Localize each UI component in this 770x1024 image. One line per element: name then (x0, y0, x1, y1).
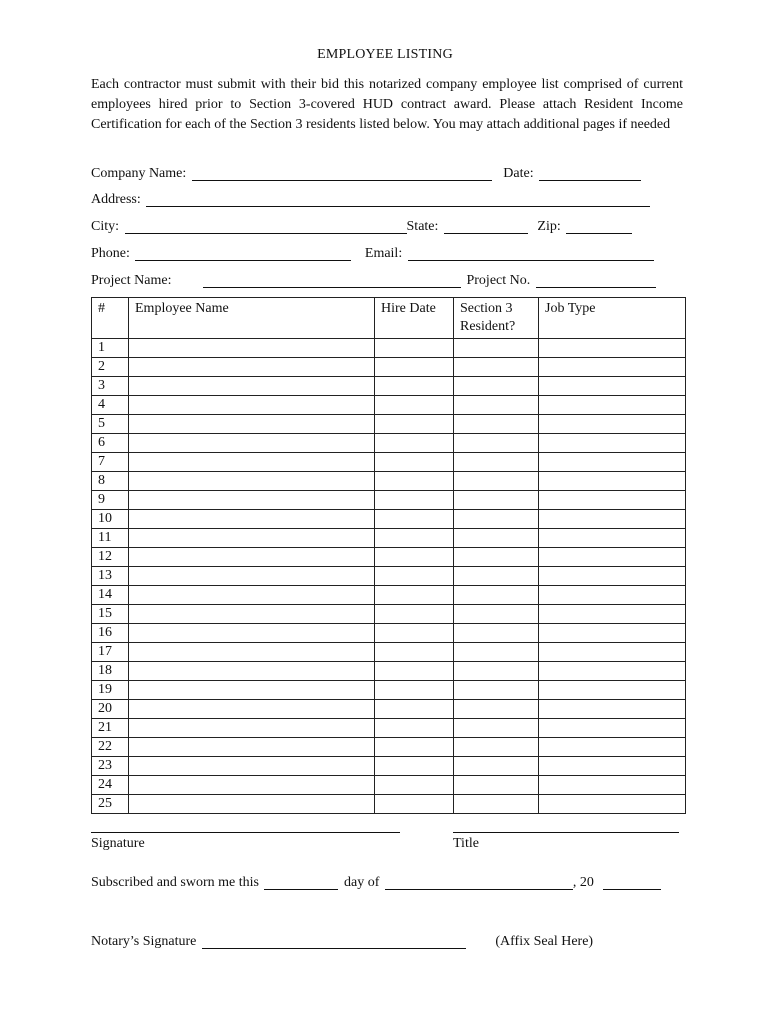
month-field[interactable] (385, 875, 573, 890)
table-row (92, 510, 686, 529)
job-type-cell[interactable] (539, 624, 686, 643)
employee-name-cell[interactable] (129, 548, 375, 567)
row-number: 7 (92, 453, 129, 472)
date-label: Date: (503, 166, 534, 181)
table-row (92, 339, 686, 358)
phone-field[interactable] (135, 246, 351, 261)
project-name-field[interactable] (203, 273, 461, 288)
table-row (92, 681, 686, 700)
city-row (91, 217, 634, 237)
employee-name-cell[interactable] (129, 757, 375, 776)
employee-name-cell[interactable] (129, 776, 375, 795)
section3-resident-cell[interactable] (454, 529, 539, 548)
year-prefix-label: , 20 (572, 875, 594, 890)
affix-seal-label: (Affix Seal Here) (495, 934, 594, 949)
section3-resident-cell[interactable] (454, 415, 539, 434)
table-row (92, 795, 686, 814)
job-type-cell[interactable] (539, 757, 686, 776)
table-header-row (92, 298, 686, 339)
hire-date-cell[interactable] (375, 795, 454, 814)
phone-row (91, 244, 656, 264)
hire-date-cell[interactable] (375, 415, 454, 434)
table-row (92, 719, 686, 738)
state-label: State: (406, 219, 439, 234)
row-number: 25 (92, 795, 129, 814)
row-number: 22 (92, 738, 129, 757)
signature-label: Signature (91, 836, 145, 851)
job-type-cell[interactable] (539, 605, 686, 624)
job-type-cell[interactable] (539, 795, 686, 814)
job-type-cell[interactable] (539, 548, 686, 567)
section3-resident-cell[interactable] (454, 662, 539, 681)
company-row (91, 164, 643, 184)
row-number: 19 (92, 681, 129, 700)
section3-resident-cell[interactable] (454, 586, 539, 605)
instructions-paragraph: Each contractor must submit with their bid this notarized company employee list comprised of current employees hired prior to Section 3-covered HUD contract award. Please attach Resident Income Certification for each of the Section 3 residents listed below. You may attach additional pages if needed (91, 77, 683, 132)
header-hire-date: Hire Date (375, 298, 454, 339)
job-type-cell[interactable] (539, 567, 686, 586)
employee-name-cell[interactable] (129, 339, 375, 358)
hire-date-cell[interactable] (375, 548, 454, 567)
employee-name-cell[interactable] (129, 624, 375, 643)
project-no-field[interactable] (536, 273, 656, 288)
table-row (92, 529, 686, 548)
employee-name-cell[interactable] (129, 586, 375, 605)
row-number: 8 (92, 472, 129, 491)
page-title: EMPLOYEE LISTING (317, 47, 453, 62)
table-row (92, 415, 686, 434)
zip-field[interactable] (566, 219, 632, 234)
hire-date-cell[interactable] (375, 339, 454, 358)
job-type-cell[interactable] (539, 700, 686, 719)
employee-name-cell[interactable] (129, 377, 375, 396)
header-job-type: Job Type (539, 298, 686, 339)
row-number: 21 (92, 719, 129, 738)
company-name-label: Company Name: (91, 166, 187, 181)
job-type-cell[interactable] (539, 377, 686, 396)
table-row (92, 776, 686, 795)
section3-resident-cell[interactable] (454, 358, 539, 377)
employee-name-cell[interactable] (129, 643, 375, 662)
row-number: 5 (92, 415, 129, 434)
job-type-cell[interactable] (539, 396, 686, 415)
notary-signature-field[interactable] (202, 934, 466, 949)
section3-resident-cell[interactable] (454, 700, 539, 719)
row-number: 6 (92, 434, 129, 453)
table-row (92, 567, 686, 586)
row-number: 2 (92, 358, 129, 377)
job-type-cell[interactable] (539, 738, 686, 757)
table-row (92, 738, 686, 757)
job-type-cell[interactable] (539, 643, 686, 662)
section3-resident-cell[interactable] (454, 548, 539, 567)
employee-name-cell[interactable] (129, 434, 375, 453)
hire-date-cell[interactable] (375, 757, 454, 776)
section3-resident-cell[interactable] (454, 624, 539, 643)
email-field[interactable] (408, 246, 654, 261)
job-type-cell[interactable] (539, 681, 686, 700)
section3-resident-cell[interactable] (454, 377, 539, 396)
subscribed-label: Subscribed and sworn me this (91, 875, 259, 890)
zip-label: Zip: (537, 219, 561, 234)
row-number: 1 (92, 339, 129, 358)
employee-name-cell[interactable] (129, 567, 375, 586)
hire-date-cell[interactable] (375, 453, 454, 472)
hire-date-cell[interactable] (375, 738, 454, 757)
project-name-label: Project Name: (91, 273, 172, 288)
hire-date-cell[interactable] (375, 472, 454, 491)
hire-date-cell[interactable] (375, 358, 454, 377)
job-type-cell[interactable] (539, 339, 686, 358)
employee-name-cell[interactable] (129, 358, 375, 377)
section3-resident-cell[interactable] (454, 719, 539, 738)
address-row (91, 190, 652, 210)
phone-label: Phone: (91, 246, 130, 261)
job-type-cell[interactable] (539, 719, 686, 738)
company-name-field[interactable] (192, 166, 492, 181)
hire-date-cell[interactable] (375, 700, 454, 719)
job-type-cell[interactable] (539, 434, 686, 453)
table-row (92, 472, 686, 491)
employee-table (91, 297, 686, 814)
employee-name-cell[interactable] (129, 529, 375, 548)
project-no-label: Project No. (466, 273, 531, 288)
row-number: 3 (92, 377, 129, 396)
row-number: 17 (92, 643, 129, 662)
table-body (92, 339, 686, 814)
section3-resident-cell[interactable] (454, 757, 539, 776)
hire-date-cell[interactable] (375, 719, 454, 738)
job-type-cell[interactable] (539, 586, 686, 605)
hire-date-cell[interactable] (375, 491, 454, 510)
day-of-label: day of (343, 875, 380, 890)
employee-name-cell[interactable] (129, 738, 375, 757)
section3-resident-cell[interactable] (454, 396, 539, 415)
employee-name-cell[interactable] (129, 719, 375, 738)
table-row (92, 662, 686, 681)
header-section3-resident: Section 3 Resident? (454, 298, 539, 339)
hire-date-cell[interactable] (375, 643, 454, 662)
hire-date-cell[interactable] (375, 567, 454, 586)
sworn-row (91, 873, 663, 893)
hire-date-cell[interactable] (375, 605, 454, 624)
table-row (92, 605, 686, 624)
employee-name-cell[interactable] (129, 700, 375, 719)
section3-resident-cell[interactable] (454, 453, 539, 472)
section3-resident-cell[interactable] (454, 510, 539, 529)
section3-resident-cell[interactable] (454, 681, 539, 700)
job-type-cell[interactable] (539, 453, 686, 472)
hire-date-cell[interactable] (375, 510, 454, 529)
employee-name-cell[interactable] (129, 795, 375, 814)
signature-line[interactable] (91, 832, 400, 833)
row-number: 4 (92, 396, 129, 415)
employee-name-cell[interactable] (129, 491, 375, 510)
day-field[interactable] (264, 875, 338, 890)
notary-signature-label: Notary’s Signature (91, 934, 197, 949)
section3-resident-cell[interactable] (454, 776, 539, 795)
city-field[interactable] (125, 219, 407, 234)
job-type-cell[interactable] (539, 358, 686, 377)
job-type-cell[interactable] (539, 491, 686, 510)
row-number: 20 (92, 700, 129, 719)
row-number: 9 (92, 491, 129, 510)
employee-name-cell[interactable] (129, 662, 375, 681)
notary-row (91, 932, 593, 952)
table-row (92, 757, 686, 776)
date-field[interactable] (539, 166, 641, 181)
table-row (92, 491, 686, 510)
section3-resident-cell[interactable] (454, 567, 539, 586)
job-type-cell[interactable] (539, 472, 686, 491)
email-label: Email: (364, 246, 403, 261)
job-type-cell[interactable] (539, 662, 686, 681)
table-row (92, 396, 686, 415)
city-label: City: (91, 219, 120, 234)
hire-date-cell[interactable] (375, 681, 454, 700)
employee-name-cell[interactable] (129, 415, 375, 434)
project-row (91, 271, 658, 291)
job-type-cell[interactable] (539, 415, 686, 434)
row-number: 14 (92, 586, 129, 605)
job-type-cell[interactable] (539, 529, 686, 548)
table-row (92, 586, 686, 605)
employee-name-cell[interactable] (129, 472, 375, 491)
section3-resident-cell[interactable] (454, 795, 539, 814)
hire-date-cell[interactable] (375, 529, 454, 548)
hire-date-cell[interactable] (375, 434, 454, 453)
section3-resident-cell[interactable] (454, 738, 539, 757)
row-number: 15 (92, 605, 129, 624)
hire-date-cell[interactable] (375, 662, 454, 681)
hire-date-cell[interactable] (375, 586, 454, 605)
section3-resident-cell[interactable] (454, 434, 539, 453)
row-number: 12 (92, 548, 129, 567)
table-row (92, 377, 686, 396)
table-row (92, 700, 686, 719)
row-number: 11 (92, 529, 129, 548)
row-number: 18 (92, 662, 129, 681)
section3-resident-cell[interactable] (454, 491, 539, 510)
row-number: 13 (92, 567, 129, 586)
hire-date-cell[interactable] (375, 776, 454, 795)
section3-resident-cell[interactable] (454, 643, 539, 662)
job-type-cell[interactable] (539, 776, 686, 795)
state-field[interactable] (444, 219, 528, 234)
employee-name-cell[interactable] (129, 510, 375, 529)
hire-date-cell[interactable] (375, 624, 454, 643)
address-field[interactable] (146, 192, 650, 207)
title-label: Title (453, 836, 479, 851)
title-line[interactable] (453, 832, 679, 833)
header-employee-name: Employee Name (129, 298, 375, 339)
table-row (92, 434, 686, 453)
employee-name-cell[interactable] (129, 681, 375, 700)
employee-name-cell[interactable] (129, 396, 375, 415)
table-row (92, 643, 686, 662)
header-number: # (92, 298, 129, 339)
section3-resident-cell[interactable] (454, 339, 539, 358)
job-type-cell[interactable] (539, 510, 686, 529)
row-number: 16 (92, 624, 129, 643)
table-row (92, 548, 686, 567)
employee-name-cell[interactable] (129, 453, 375, 472)
row-number: 24 (92, 776, 129, 795)
employee-name-cell[interactable] (129, 605, 375, 624)
section3-resident-cell[interactable] (454, 605, 539, 624)
hire-date-cell[interactable] (375, 396, 454, 415)
section3-resident-cell[interactable] (454, 472, 539, 491)
year-field[interactable] (603, 875, 661, 890)
table-row (92, 453, 686, 472)
row-number: 23 (92, 757, 129, 776)
address-label: Address: (91, 192, 141, 207)
table-row (92, 358, 686, 377)
table-row (92, 624, 686, 643)
row-number: 10 (92, 510, 129, 529)
hire-date-cell[interactable] (375, 377, 454, 396)
